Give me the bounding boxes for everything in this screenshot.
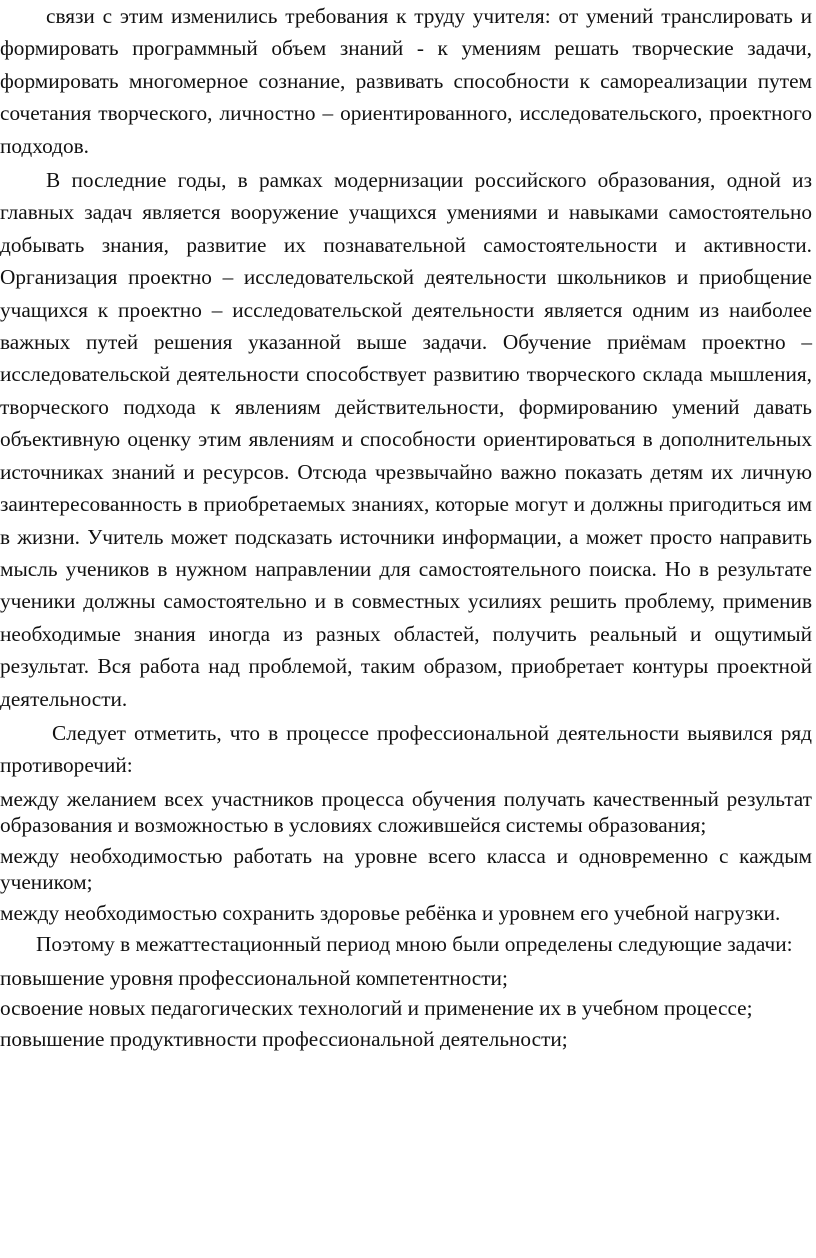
task-item: повышение уровня профессиональной компетентности; xyxy=(0,965,508,990)
paragraph-modernization: В последние годы, в рамках модернизации российского образования, одной из главных задач является вооружение учащихся умениями и навыками самостоятельно добывать знания, развитие их познавательной самостоятельности и активности. Организация проектно – исследовательской деятельности школьников и приобщение учащихся к проектно – исследовательской деятельности является одним из наиболее важных путей решения указанной выше задачи. Обучение приёмам проектно – исследовательской деятельности способствует развитию творческого склада мышления, творческого подхода к явлениям действительности, формированию умений давать объективную оценку этим явлениям и способности ориентироваться в дополнительных источниках знаний и ресурсов. Отсюда чрезвычайно важно показать детям их личную заинтересованность в приобретаемых знаниях, которые могут и должны пригодиться им в жизни. Учитель может подсказать источники информации, а может просто направить мысль учеников в нужном направлении для самостоятельного поиска. Но в результате ученики должны самостоятельно и в совместных усилиях решить проблему, применив необходимые знания иногда из разных областей, получить реальный и ощутимый результат. Вся работа над проблемой, таким образом, приобретает контуры проектной деятельности. xyxy=(0,168,812,711)
paragraph-tasks-intro: Поэтому в межаттестационный период мною были определены следующие задачи: xyxy=(36,932,793,957)
tasks-list xyxy=(0,965,812,1053)
contradiction-item: между необходимостью работать на уровне всего класса и одновременно с каждым учеником; xyxy=(0,843,812,895)
paragraph-requirements-change: связи с этим изменились требования к труду учителя: от умений транслировать и формировать программный объем знаний - к умениям решать творческие задачи, формировать многомерное сознание, развивать способности к самореализации путем сочетания творческого, личностно – ориентированного, исследовательского, проектного подходов. xyxy=(0,4,812,158)
task-item: освоение новых педагогических технологий и применение их в учебном процессе; xyxy=(0,996,753,1021)
paragraph-contradictions-intro: Следует отметить, что в процессе профессиональной деятельности выявился ряд противоречий: xyxy=(0,720,812,778)
task-item: повышение продуктивности профессиональной деятельности; xyxy=(0,1026,568,1051)
contradictions-list xyxy=(0,786,812,927)
contradiction-item: между желанием всех участников процесса обучения получать качественный результат образования и возможностью в условиях сложившейся системы образования; xyxy=(0,786,812,838)
contradiction-item: между необходимостью сохранить здоровье ребёнка и уровнем его учебной нагрузки. xyxy=(0,900,781,925)
